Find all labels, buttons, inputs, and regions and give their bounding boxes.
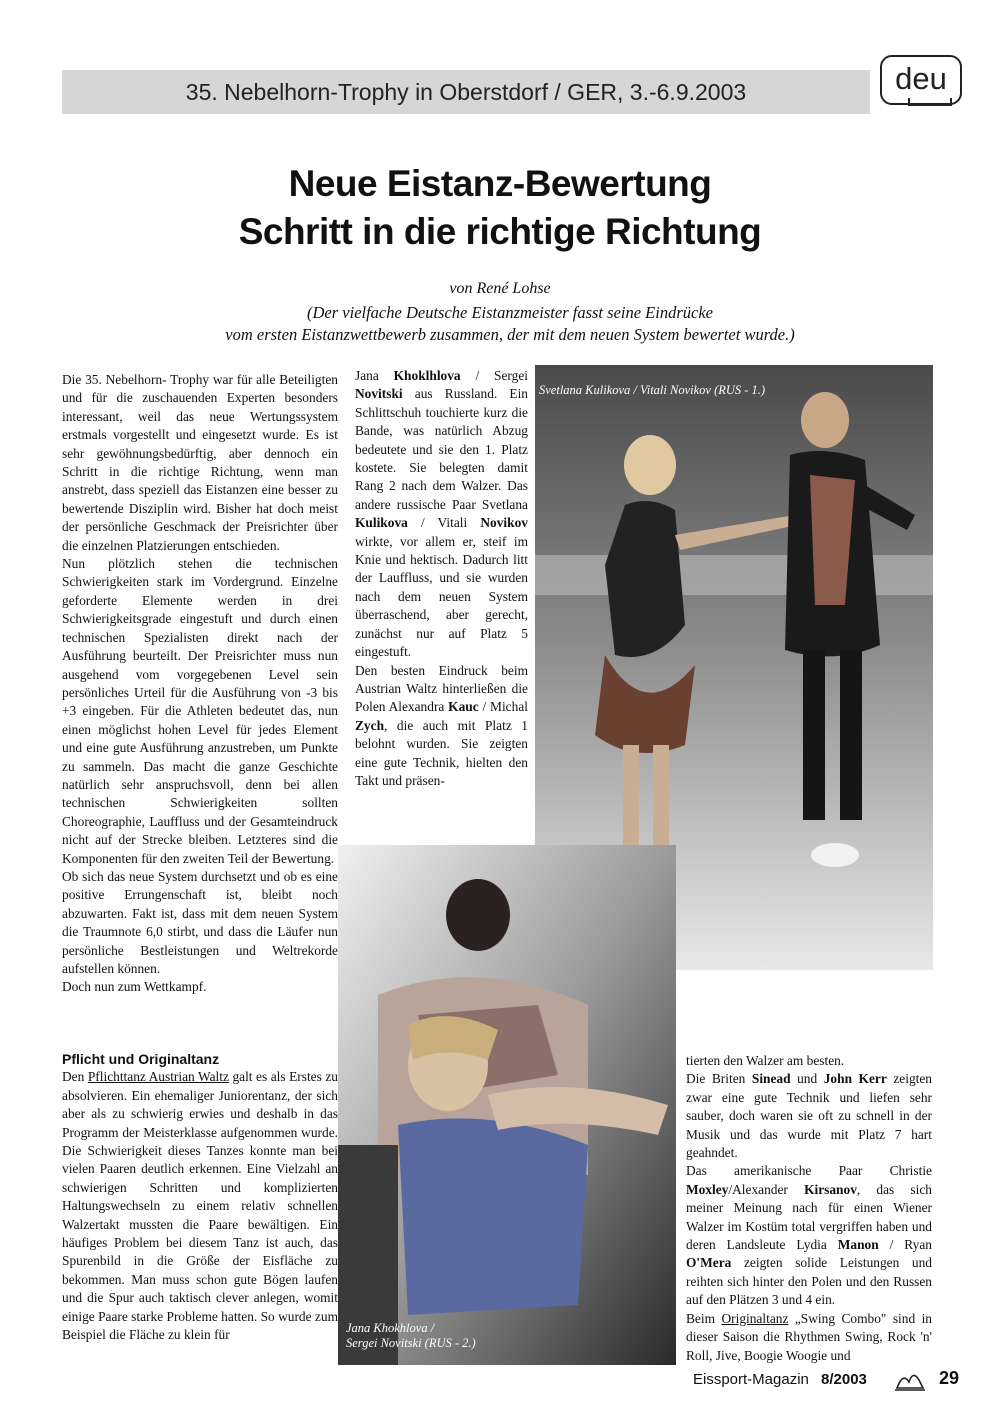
- photo-khokhlova-novitski: [338, 845, 676, 1365]
- paragraph: tierten den Walzer am besten.: [686, 1053, 845, 1068]
- text: , das sich meiner Meinung nach für einen Wiener Walzer im Kostüm total vergriffen haben und deren Landsleute Lydia: [686, 1181, 932, 1253]
- column-2: [355, 367, 528, 790]
- photo-1-caption: Svetlana Kulikova / Vitali Novikov (RUS - 1.): [539, 383, 766, 397]
- text: / Ryan: [878, 1237, 932, 1253]
- page-footer: [693, 1368, 963, 1394]
- title-line-2: Schritt in die richtige Richtung: [238, 211, 762, 252]
- name-bold: Novikov: [480, 515, 528, 531]
- paragraph: [686, 1162, 932, 1309]
- text: /Alexander: [728, 1181, 805, 1197]
- language-badge: deu: [880, 55, 962, 105]
- name-bold: John Kerr: [823, 1071, 887, 1087]
- text: Das amerikanische Paar Christie: [686, 1163, 932, 1179]
- magazine-name: Eissport-Magazin: [693, 1371, 809, 1388]
- page-number: 29: [939, 1368, 960, 1388]
- column-3: [62, 1050, 338, 1345]
- text: , die auch mit Platz 1 belohnt wurden. Sie zeigten eine gute Technik, hielten den Takt und präsen-: [355, 717, 528, 788]
- column-4: [686, 1052, 932, 1365]
- intro-line-2: vom ersten Eistanzwettbewerb zusammen, der mit dem neuen System bewertet wurde.): [225, 325, 795, 344]
- intro-line-1: (Der vielfache Deutsche Eistanzmeister fasst seine Eindrücke: [307, 303, 713, 322]
- issue-number: 8/2003: [821, 1371, 867, 1388]
- text: zeigten zwar eine gute Technik und liefen sehr sauber, doch waren sie oft zu schnell in der Musik und das wurde mit Platz 7 hart geahndet.: [686, 1071, 933, 1161]
- text: Beim: [686, 1310, 722, 1326]
- paragraph: Ob sich das neue System durchsetzt und ob es eine positive Errungenschaft ist, bleibt noch abzuwarten. Fakt ist, dass mit dem neuen System die Traumnote 6,0 stirbt, und dass die Läufer nun persönliche Bestleistungen und Weltrekorde aufstellen können.: [62, 868, 338, 976]
- intro: [100, 302, 920, 346]
- paragraph: Doch nun zum Wettkampf.: [62, 979, 207, 995]
- paragraph: [686, 1070, 932, 1162]
- underlined-text: Originaltanz: [721, 1310, 789, 1326]
- text: Den: [62, 1069, 88, 1085]
- event-header: [62, 70, 870, 114]
- name-bold: Manon: [837, 1237, 879, 1253]
- name-bold: Kauc: [448, 699, 479, 715]
- photo-2-caption: [346, 1321, 476, 1351]
- name-bold: O'Mera: [686, 1255, 732, 1271]
- text: „Swing Combo" sind in dieser Saison die Rhythmen Swing, Rock 'n' Roll, Jive, Boogie Woogie und: [686, 1310, 933, 1363]
- photo-2-illustration: [338, 845, 676, 1365]
- paragraph: Die 35. Nebelhorn- Trophy war für alle Beteiligten und für die zuschauenden Experten besonders interessant, weil das neue Wertungssystem erstmals vorgestellt und eingesetzt wurde. Es ist sehr gewöhnungsbedürftig, aber dennoch ein Schritt in die richtige Richtung, wenn man anstrebt, dass speziell das Eistanzen eine besser zu bewertende Disziplin wird. Bisher hat doch meist der persönliche Geschmack der Preisrichter über die einzelnen Platzierungen entschieden.: [62, 372, 338, 553]
- photo-2-caption-line-2: Sergei Novitski (RUS - 2.): [346, 1336, 476, 1350]
- text: / Vitali: [407, 515, 481, 531]
- paragraph: [355, 662, 528, 791]
- text: Die Briten: [686, 1071, 752, 1087]
- name-bold: Zych: [355, 717, 385, 733]
- paragraph: Nun plötzlich stehen die technischen Schwierigkeiten stark im Vordergrund. Einzelne geforderte Elemente werden in drei Schwierigkeitsgrade eingestuft und durch einen technischen Spezialisten direkt nach der Ausführung beurteilt. Der Preisrichter muss nun ausgehend vom vorgegebenen Level sein persönliches Urteil für die Ausführung von -3 bis +3 eingeben. Für die Athleten bedeutet das, nun einen möglichst hohen Level für jedes Element und eine gute Ausführung anzustreben, um Punkte zu sammeln. Das macht die ganze Geschichte natürlich sehr anspruchsvoll, denn bei allen technischen Schwierigkeiten sollten Choreographie, Lauffluss und der Gesamteindruck nicht auf der Strecke bleiben. Letzteres sind die Komponenten für den zweiten Teil der Bewertung.: [62, 556, 338, 866]
- paragraph: [355, 367, 528, 662]
- name-bold: Khoklhlova: [393, 368, 461, 383]
- text: zeigten solide Leistungen und reihten sich hinter den Polen und den Russen auf den Plätzen 3 und 4 ein.: [686, 1255, 932, 1308]
- paragraph: [62, 1068, 338, 1344]
- text: und: [790, 1071, 824, 1087]
- byline: von René Lohse: [449, 280, 551, 297]
- article-title: [0, 160, 1000, 256]
- title-line-1: Neue Eistanz-Bewertung: [288, 163, 712, 204]
- photo-2-caption-line-1: Jana Khokhlova /: [346, 1321, 435, 1335]
- column-1: [62, 371, 338, 997]
- name-bold: Moxley: [686, 1181, 729, 1197]
- text: aus Russland. Ein Schlittschuh touchierte kurz die Bande, was natürlich Abzug bedeutete und sie den 1. Platz kostete. Sie belegten damit Rang 2 nach dem Walzer. Das andere russische Paar Svetlana: [355, 386, 528, 512]
- paragraph: [686, 1310, 932, 1365]
- text: galt es als Erstes zu absolvieren. Ein ehemaliger Juniorentanz, der sich aber als zu schwierig erwies und deshalb in das Programm der Meisterklasse aufgenommen wurde. Die Schwierigkeit dieses Tanzes konnte man bei vielen Paaren deutlich erkennen. Eine Vielzahl an schwierigen Schritten und komplizierten Haltungswechseln zu einem relativ schnellen Walzertakt mussten die Paare bewältigen. Ein häufiges Problem bei diesem Tanz ist auch, das Spurenbild in die Größe der Eisfläche zu bekommen. Man muss schon gute Bögen laufen und die Spur auch taktisch clever anlegen, womit einige Paare starke Probleme hatten. So wurde zum Beispiel die Fläche zu klein für: [62, 1069, 338, 1343]
- underlined-text: Pflichttanz Austrian Waltz: [87, 1069, 229, 1085]
- skater-logo-icon: [893, 1368, 927, 1396]
- event-title: 35. Nebelhorn-Trophy in Oberstdorf / GER, 3.-6.9.2003: [185, 79, 747, 105]
- text: / Sergei: [460, 368, 528, 383]
- text: / Michal: [478, 699, 528, 715]
- text: wirkte, vor allem er, steif im Knie und hektisch. Dadurch litt der Lauffluss, und sie wurden nach dem neuen System überraschend, aber gerecht, zunächst nur auf Platz 5 eingestuft.: [355, 533, 528, 660]
- text: Den besten Eindruck beim Austrian Waltz hinterließen die Polen Alexandra: [355, 662, 528, 715]
- language-badge-underline: [908, 98, 952, 106]
- text: Jana: [355, 368, 394, 383]
- section-heading: Pflicht und Originaltanz: [62, 1051, 220, 1067]
- name-bold: Novitski: [355, 386, 403, 402]
- name-bold: Kulikova: [355, 515, 408, 531]
- name-bold: Kirsanov: [804, 1181, 857, 1197]
- name-bold: Sinead: [751, 1071, 791, 1087]
